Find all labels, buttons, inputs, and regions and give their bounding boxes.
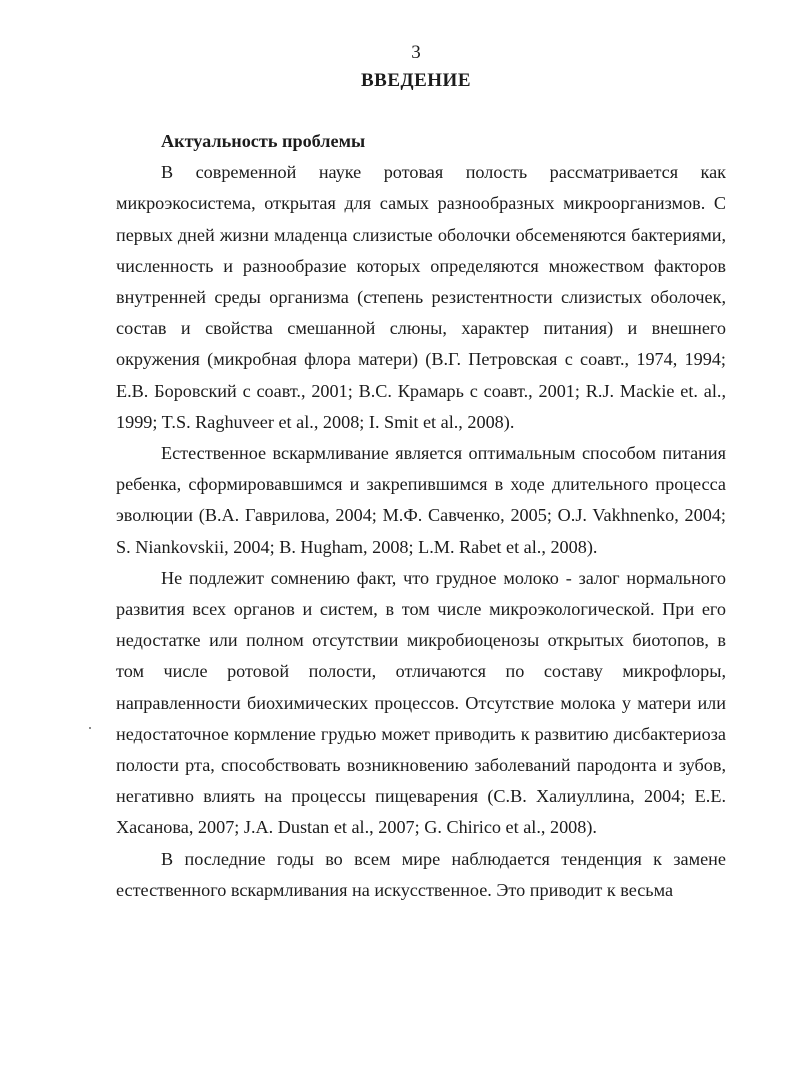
document-body (116, 126, 726, 906)
paragraph-breast-milk: Не подлежит сомнению факт, что грудное молоко - залог нормального развития всех органов и систем, в том числе микроэкологической. При его недостатке или полном отсутствии микробиоценозы открытых биотопов, в том числе ротовой полости, отличаются по составу микрофлоры, направленности биохимических процессов. Отсутствие молока у матери или недостаточное кормление грудью может приводить к развитию дисбактериоза полости рта, способствовать возникновению заболеваний пародонта и зубов, негативно влиять на процессы пищеварения (С.В. Халиуллина, 2004; Е.Е. Хасанова, 2007; J.A. Dustan et al., 2007; G. Chirico et al., 2008). (116, 567, 726, 838)
page-number: 3 (411, 42, 421, 63)
paragraph-recent-years: В последние годы во всем мире наблюдается тенденция к замене естественного вскармливания на искусственное. Это приводит к весьма (116, 848, 726, 900)
paragraph-natural-feeding: Естественное вскармливание является оптимальным способом питания ребенка, сформировавшимся и закрепившимся в ходе длительного процесса эволюции (В.А. Гаврилова, 2004; М.Ф. Савченко, 2005; O.J. Vakhnenko, 2004; S. Niankovskii, 2004; B. Hugham, 2008; L.M. Rabet et al., 2008). (116, 443, 726, 557)
paragraph-relevance: В современной науке ротовая полость рассматривается как микроэкосистема, открытая для самых разнообразных микроорганизмов. С первых дней жизни младенца слизистые оболочки обсеменяются бактериями, численность и разнообразие которых определяются множеством факторов внутренней среды организма (степень резистентности слизистых оболочек, состав и свойства смешанной слюны, характер питания) и внешнего окружения (микробная флора матери) (В.Г. Петровская с соавт., 1974, 1994; Е.В. Боровский с соавт., 2001; В.С. Крамарь с соавт., 2001; R.J. Mackie et. al., 1999; T.S. Raghuveer et al., 2008; I. Smit et al., 2008). (116, 162, 726, 432)
section-heading: Актуальность проблемы (161, 131, 366, 151)
scan-speck (89, 727, 91, 729)
page-title: ВВЕДЕНИЕ (361, 70, 471, 91)
